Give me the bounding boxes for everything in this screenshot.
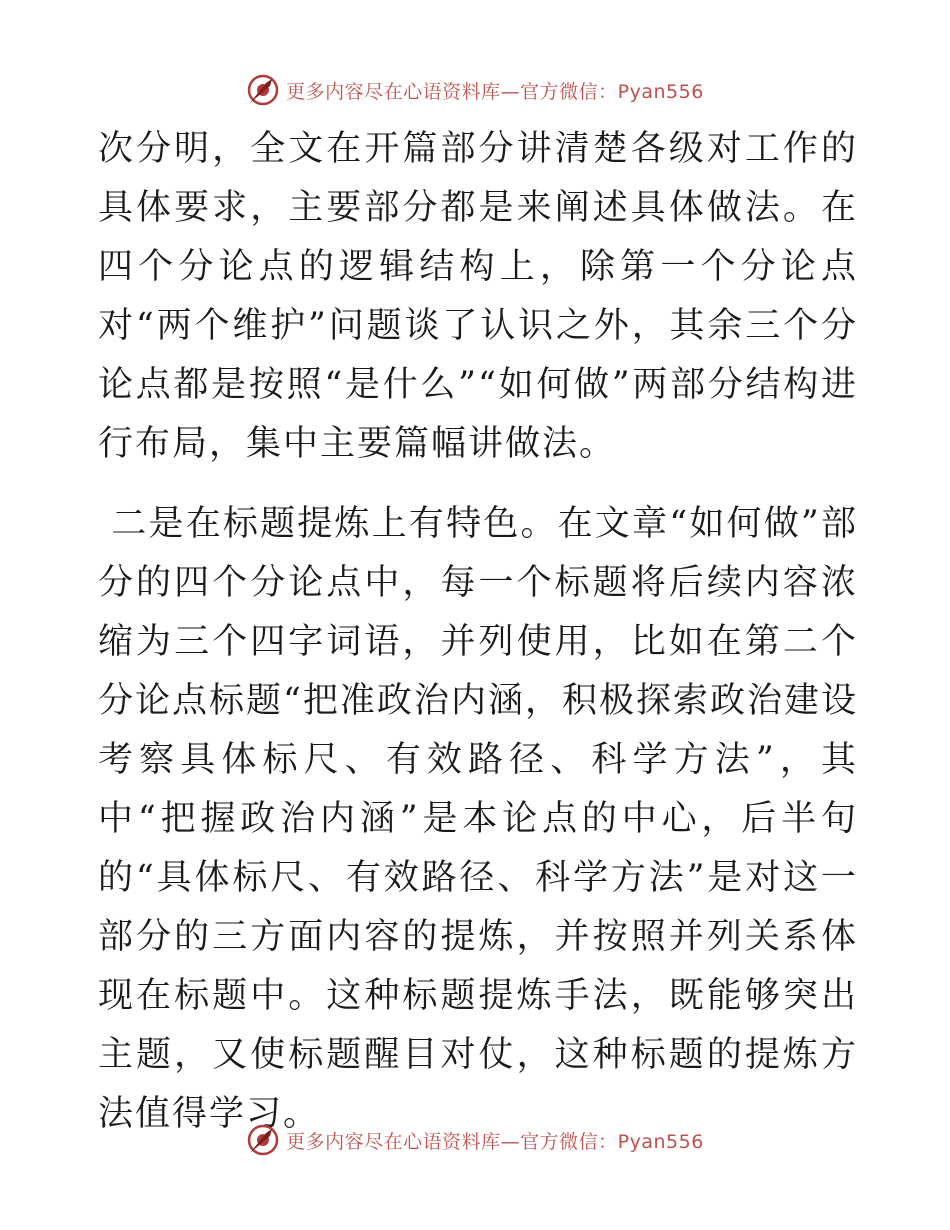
watermark-text: 更多内容尽在心语资料库—官方微信：Pyan556 [286,1130,704,1153]
header-watermark [0,70,950,110]
quill-pen-logo-icon [246,73,280,107]
watermark-text: 更多内容尽在心语资料库—官方微信：Pyan556 [286,80,704,103]
paragraph-2: 二是在标题提炼上有特色。在文章“如何做”部分的四个分论点中，每一个标题将后续内容浓缩为三个四字词语，并列使用，比如在第二个分论点标题“把准政治内涵，积极探索政治建设考察具体标尺、有效路径、科学方法”，其中“把握政治内涵”是本论点的中心，后半句的“具体标尺、有效路径、科学方法”是对这一部分的三方面内容的提炼，并按照并列关系体现在标题中。这种标题提炼手法，既能够突出主题，又使标题醒目对仗，这种标题的提炼方法值得学习。 [98,504,858,1134]
quill-pen-logo-icon [246,1123,280,1157]
footer-watermark [0,1120,950,1160]
paragraph-1: 次分明，全文在开篇部分讲清楚各级对工作的具体要求，主要部分都是来阐述具体做法。在四个分论点的逻辑结构上，除第一个分论点对“两个维护”问题谈了认识之外，其余三个分论点都是按照“是什么”“如何做”两部分结构进行布局，集中主要篇幅讲做法。 [98,129,858,464]
document-body [98,120,858,1144]
